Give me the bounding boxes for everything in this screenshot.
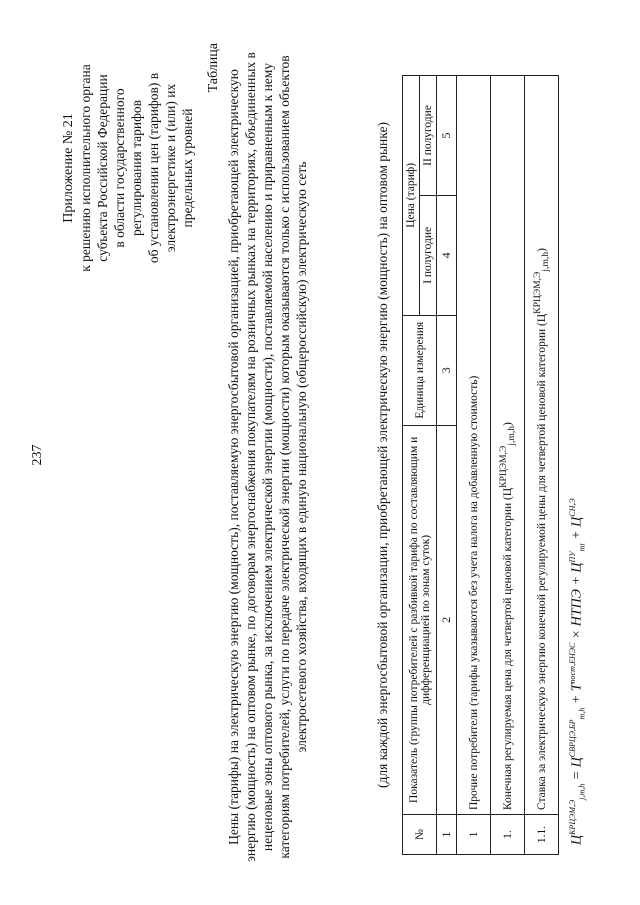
formula-sub: j,m,h [577,783,587,800]
col-number: 1 [437,815,457,855]
col-number: 3 [437,315,457,425]
row-number: 1. [491,815,525,855]
appendix-line: электроэнергетике и (или) их [163,83,178,253]
row-text-sup: КРЦЭМ,Э [497,445,509,488]
col-number: 2 [437,425,457,814]
col-number: 5 [437,76,457,196]
appendix-block [60,43,196,293]
row-number: 1 [457,815,491,855]
header-first-half: I полугодие [420,195,437,315]
appendix-line: субъекта Российской Федерации [95,74,110,262]
appendix-line: предельных уровней [180,108,195,228]
row-text-sub: j,m,h [506,425,518,446]
header-unit: Единица измерения [403,315,437,425]
appendix-line: к решению исполнительного органа [78,64,93,272]
document-heading: Цены (тарифы) на электрическую энергию (мощность), поставляемую энергосбытовой организацией, приобретающей электрическую энергию (мощность) на оптовом рынке, по договорам энергоснабжения покупателям на розничных рынках на территориях, объединенных в неценовые зоны оптового рынка, за исключением электрической энергии (мощности), поставляемой населению и приравненным к нему категориям потребителей, услуги по передаче электрической энергии (мощности) которым оказываются только с использованием объектов электросетевого хозяйства, входящих в единую национальную (общероссийскую) электрическую сеть [226,52,309,862]
table-row [525,76,559,855]
header-price: Цена (тариф) [403,76,420,316]
formula-sup: СН,Э [568,498,577,517]
row-text [491,76,525,815]
column-numbers-row [437,76,457,855]
formula-sup: СВРЦЭ,БР [568,719,577,758]
row-text-sub: j,m,h [540,251,552,272]
row-text-tail: ) [501,422,514,426]
document-subheading: (для каждой энергосбытовой организации, приобретающей электрическую энергию (мощность) на оптовом рынке) [375,122,390,789]
tariff-table [402,75,559,855]
row-text: Прочие потребители (тарифы указываются без учета налога на добавленную стоимость) [457,76,491,815]
header-indicator: Показатель (группы потребителей с разбивкой тарифа по составляющим и дифференциацией по зонам суток) [403,425,437,814]
formula-sub: m,h [577,707,587,720]
formula-sup: ПУ [568,551,577,563]
row-text-main: Ставка за электрическую энергию конечной регулируемой цены для четвертой ценовой категории (Ц [535,313,548,811]
formula-term: + Т [569,683,585,708]
pricing-formula [568,498,586,845]
formula-term: Ц [569,834,585,845]
appendix-line: об установлении цен (тарифов) в [146,72,161,264]
table-row [457,76,491,855]
table-row [491,76,525,855]
formula-term: + Ц [569,516,585,544]
table-label: Таблица [206,43,221,93]
formula-term: = Ц [569,757,585,784]
appendix-line: регулирования тарифов [129,99,144,237]
page-number: 237 [30,444,45,466]
row-text [525,76,559,815]
appendix-line: в области государственного [112,88,127,248]
col-number: 4 [437,195,457,315]
row-text-sup: КРЦЭМ,Э [531,271,543,314]
row-number: 1.1. [525,815,559,855]
header-row [403,76,420,855]
formula-sub: mt [577,543,587,552]
header-second-half: II полугодие [420,76,437,196]
appendix-title: Приложение № 21 [61,113,76,223]
rotated-content [20,25,620,885]
formula-term: × НТПЭ + Ц [569,562,585,643]
formula-sup: КРЦЭМ,Э [568,799,577,835]
row-text-tail: ) [535,248,548,252]
row-text-main: Конечная регулируемая цена для четвертой ценовой категории (Ц [501,487,514,811]
header-no: № [403,815,437,855]
formula-sup: пост,ЕНЭС [568,642,577,684]
